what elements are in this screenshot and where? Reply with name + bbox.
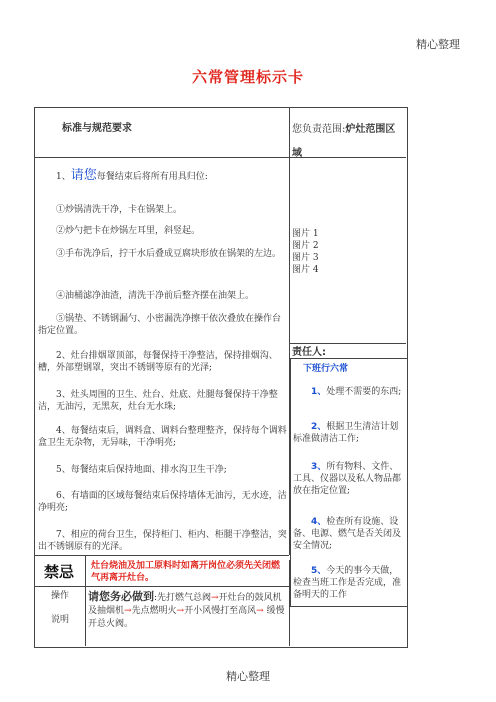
subitem-2: ②炒勺把卡在炒锅左耳里，斜竖起。 (56, 226, 201, 236)
bottom-label-divider (85, 555, 86, 646)
picture-1: 图片 1 (292, 229, 319, 239)
item-1-text: 每餐结束后将所有用具归位: (96, 172, 208, 182)
item-3: 3、灶头周围的卫生、灶台、灶底、灶腿每餐保持干净整洁，无油污，无黑灰，灶台无水珠; (38, 390, 278, 412)
scope-prefix: 您负责范围: (292, 124, 346, 135)
operation-text: 请您务必做到:先打燃气总阀→开灶台的鼓风机及抽烟机→先点燃明火→开小风慢打至高风→ 缓慢开总火阀。 (88, 590, 285, 629)
item-1-num: 1、 (56, 172, 71, 182)
subitem-1: ①炒锅清洗干净，卡在锅架上。 (56, 205, 183, 215)
offshift-item-5: 5、今天的事今天做，检查当班工作是否完成，准备明天的工作 (293, 566, 402, 600)
item-1-emphasis: 请您 (70, 168, 97, 183)
subitem-3: ③手布洗净后，拧干水后叠成豆腐块形放在锅架的左边。 (56, 249, 282, 259)
item-1 (56, 170, 284, 183)
subitem-5: ⑤锅垫、不锈钢漏勺、小密漏洗净擦干依次叠放在操作台指定位置。 (38, 314, 282, 336)
scope-header (292, 118, 404, 166)
operation-label-2: 说明 (51, 615, 70, 625)
item-6: 6、有墙面的区域每餐结束后保持墙体无油污，无水迹，洁净明亮; (38, 491, 287, 513)
bottom-section-divider (35, 555, 289, 556)
picture-2: 图片 2 (292, 241, 319, 251)
forbid-row-divider (35, 586, 289, 587)
page-footer: 精心整理 (226, 670, 270, 683)
offshift-item-4: 4、检查所有设施、设备、电源、燃气是否关闭及安全情况; (293, 517, 402, 551)
item-4: 4、每餐结束后，调料盒、调料台整理整齐，保持每个调料盒卫生无杂物，无异味，干净明亮; (38, 426, 287, 448)
right-responsible-divider (289, 343, 406, 344)
offshift-title: 下班行六常 (303, 364, 349, 374)
picture-4: 图片 4 (292, 265, 319, 275)
offshift-item-1: 1、处理不需要的东西; (311, 387, 402, 397)
operation-label-1: 操作 (51, 591, 70, 601)
responsible-label: 责任人: (292, 347, 326, 358)
offshift-item-3: 3、所有物料、文件、工具、仪器以及私人物品都放在指定位置; (293, 462, 402, 496)
page-header: 精心整理 (416, 38, 460, 51)
forbid-label: 禁忌 (44, 563, 75, 581)
page-title: 六常管理标示卡 (191, 68, 304, 86)
subitem-4: ④油桶滤净油渣，清洗干净前后整齐摆在油架上。 (56, 291, 255, 301)
offshift-item-2: 2、根据卫生清洁计划标准做清洁工作; (293, 422, 399, 444)
item-5: 5、每餐结束后保持地面、排水沟卫生干净; (56, 465, 227, 475)
scope-area: 炉灶范围区域 (292, 124, 396, 159)
standards-header: 标准与规范要求 (62, 123, 132, 134)
forbid-text: 灶台烧油及加工原料时如离开岗位必须先关闭燃气再离开灶台。 (91, 561, 281, 583)
picture-3: 图片 3 (292, 253, 319, 263)
item-7: 7、相应的荷台卫生，保持柜门、柜内、柜腿干净整洁，突出不锈钢原有的光泽。 (38, 530, 287, 552)
item-2: 2、灶台排烟罩顶部，每餐保持干净整洁，保持排烟沟、槽，外部塑钢罩，突出不锈钢等原有的光泽; (38, 351, 278, 373)
